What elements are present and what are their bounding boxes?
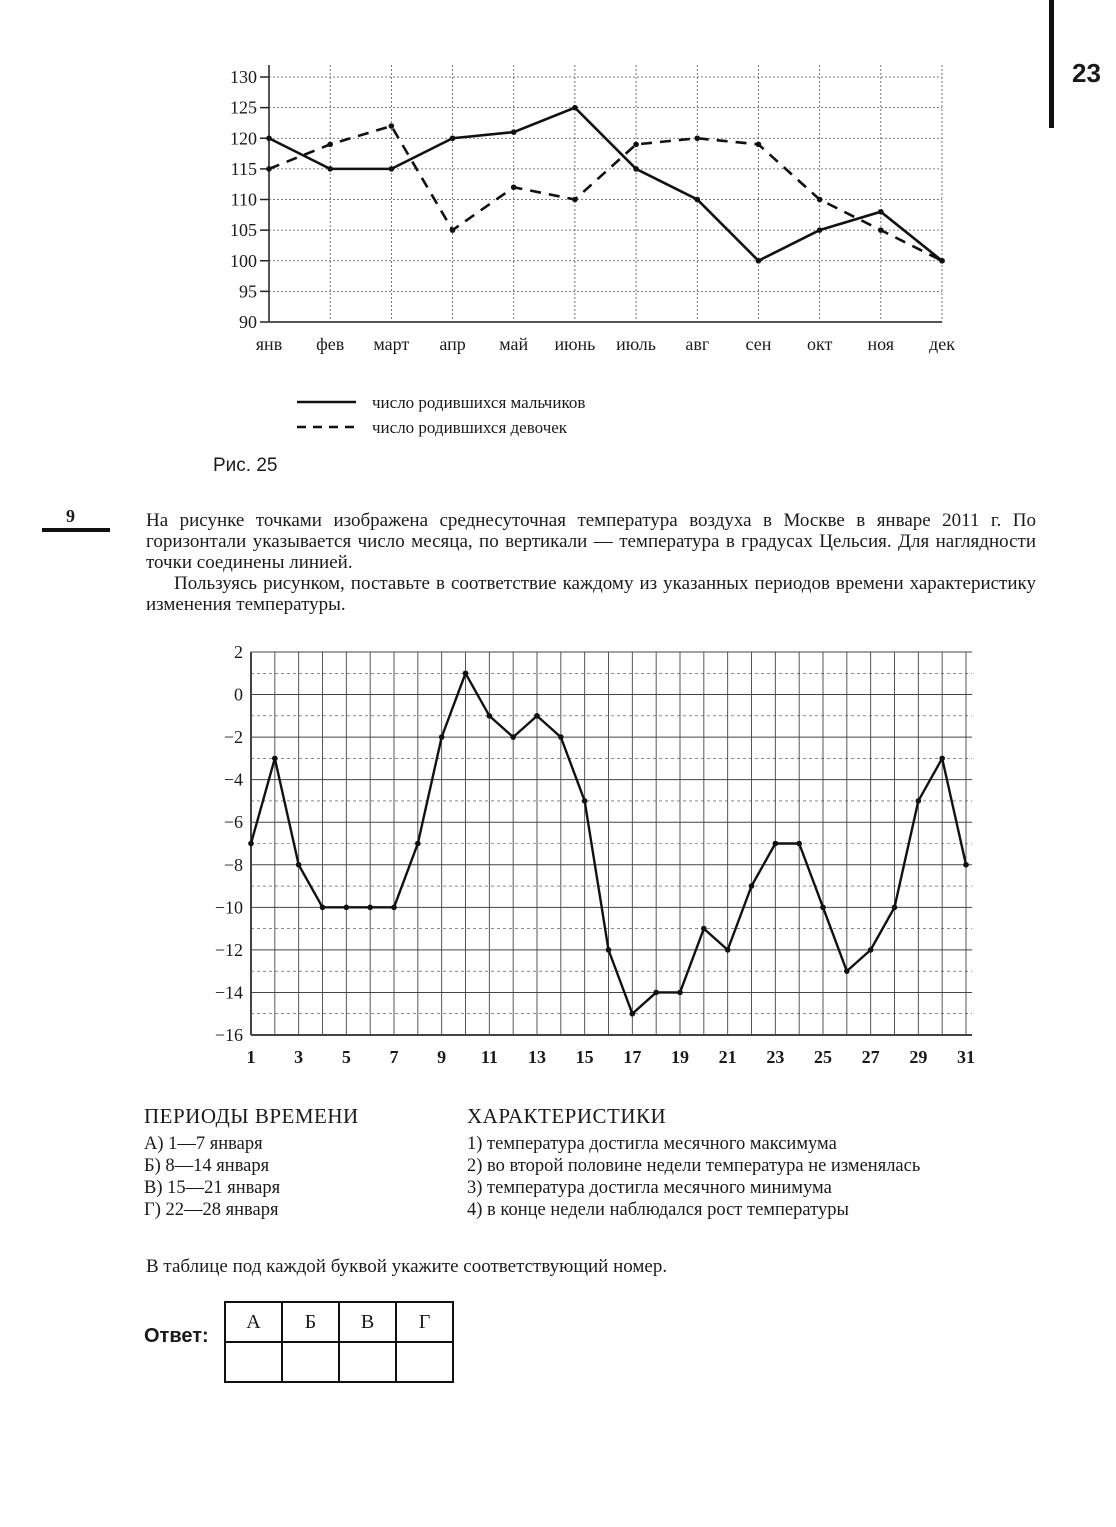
data-point-girls [694,135,700,141]
y-tick-label: 105 [230,220,257,241]
legend-boys-label: число родившихся мальчиков [372,393,586,412]
births-chart-x-axis [256,334,955,354]
temperature-point [415,841,421,847]
x-tick-label: 31 [957,1047,975,1067]
data-point-boys [389,166,395,172]
x-tick-label: 11 [480,1047,498,1067]
legend-girls-label: число родившихся девочек [372,418,568,437]
period-item: Б) 8—14 января [144,1156,270,1176]
answer-header-g: Г [396,1302,453,1342]
data-point-girls [633,142,639,148]
x-tick-label: дек [929,334,955,354]
task-number-rule [42,528,110,532]
data-point-boys [511,129,517,135]
series-line-girls [269,126,942,261]
temperature-point [653,990,659,996]
answer-header-a: А [225,1302,282,1342]
answer-header-b: Б [282,1302,339,1342]
x-tick-label: 5 [341,1047,351,1067]
characteristic-item: 1) температура достигла месячного максимума [467,1134,837,1154]
x-tick-label: март [373,334,410,354]
characteristics-column [467,1104,1035,1221]
data-point-girls [756,142,762,148]
data-point-girls [327,142,333,148]
births-chart [0,0,1116,450]
y-tick-label: 95 [239,281,257,302]
y-tick-label: −8 [223,854,243,875]
period-item: В) 15—21 января [144,1178,281,1198]
temperature-point [963,862,969,868]
y-tick-label: 2 [234,642,243,662]
temperature-point [296,862,302,868]
data-point-boys [817,227,823,233]
temperature-point [725,947,731,953]
data-point-boys [694,197,700,203]
temperature-point [272,756,278,762]
x-tick-label: 7 [389,1047,399,1067]
y-tick-label: −4 [223,769,243,790]
y-tick-label: 90 [239,312,257,332]
temperature-point [320,905,326,911]
births-chart-grid [269,65,942,322]
answer-header-v: В [339,1302,396,1342]
answer-cell-a[interactable] [225,1342,282,1382]
x-tick-label: 17 [623,1047,642,1067]
births-chart-legend [297,393,585,437]
y-tick-label: 120 [230,128,257,149]
answer-cell-v[interactable] [339,1342,396,1382]
periods-header: ПЕРИОДЫ ВРЕМЕНИ [144,1104,359,1128]
answer-cell-b[interactable] [282,1342,339,1382]
temperature-point [773,841,779,847]
x-tick-label: апр [439,334,466,354]
task-statement [146,510,1036,615]
data-point-girls [878,227,884,233]
temperature-point [487,713,493,719]
answer-cell-g[interactable] [396,1342,453,1382]
x-tick-label: окт [806,334,833,354]
y-tick-label: 110 [230,189,257,210]
data-point-girls [511,184,517,190]
births-chart-y-axis [230,67,269,332]
data-point-girls [572,197,578,203]
temperature-point [796,841,802,847]
page-number: 23 [1072,58,1101,88]
temperature-point [439,734,445,740]
temperature-point [892,905,898,911]
temperature-point [820,905,826,911]
temperature-point [534,713,540,719]
temperature-point [844,968,850,974]
y-tick-label: −16 [214,1025,243,1045]
y-tick-label: 130 [230,67,257,87]
x-tick-label: авг [685,334,710,354]
x-tick-label: 23 [766,1047,785,1067]
task-paragraph-2: Пользуясь рисунком, поставьте в соответствие каждому из указанных периодов времени характеристику изменения температуры. [146,573,1036,615]
x-tick-label: 27 [861,1047,880,1067]
temperature-point [939,756,945,762]
temperature-point [558,734,564,740]
period-item: Г) 22—28 января [144,1200,279,1220]
data-point-boys [450,135,456,141]
x-tick-label: май [499,334,529,354]
y-tick-label: 115 [230,158,257,179]
y-tick-label: −6 [223,812,243,833]
y-tick-label: 0 [234,684,243,705]
y-tick-label: −12 [214,939,243,960]
temperature-point [868,947,874,953]
answer-label: Ответ: [144,1325,209,1347]
characteristic-item: 4) в конце недели наблюдался рост температуры [467,1200,849,1220]
x-tick-label: июль [616,334,657,354]
answer-table [224,1301,454,1383]
task-paragraph-1: На рисунке точками изображена среднесуточная температура воздуха в Москве в январе 2011 г. По горизонтали указывается число месяца, по вертикали — температура в градусах Цельсия. Для наглядности точки соединены линией. [146,510,1036,573]
data-point-girls [389,123,395,129]
data-point-girls [939,258,945,264]
y-tick-label: −10 [214,897,243,918]
characteristic-item: 2) во второй половине недели температура не изменялась [467,1156,921,1176]
temperature-point [630,1011,636,1017]
data-point-boys [756,258,762,264]
x-tick-label: 1 [246,1047,256,1067]
y-tick-label: −2 [223,727,243,748]
characteristics-header: ХАРАКТЕРИСТИКИ [467,1104,667,1128]
x-tick-label: 15 [575,1047,594,1067]
temperature-chart-grid [251,652,972,1035]
x-tick-label: ноя [867,334,895,354]
task-number: 9 [66,506,75,526]
answer-instruction: В таблице под каждой буквой укажите соответствующий номер. [146,1256,668,1277]
temperature-point [248,841,254,847]
x-tick-label: 9 [437,1047,447,1067]
temperature-point [749,883,755,889]
data-point-boys [327,166,333,172]
temperature-point [606,947,612,953]
figure-caption: Рис. 25 [213,455,278,476]
temperature-point [582,798,588,804]
data-point-girls [450,227,456,233]
data-point-girls [817,197,823,203]
temperature-chart-x-axis [247,1047,976,1067]
births-chart-series [266,105,945,264]
x-tick-label: 13 [528,1047,546,1067]
data-point-girls [266,166,272,172]
x-tick-label: янв [255,334,283,354]
temperature-point [916,798,922,804]
periods-column [144,1104,359,1221]
x-tick-label: фев [316,334,345,354]
x-tick-label: 21 [718,1047,737,1067]
x-tick-label: сен [745,334,772,354]
temperature-chart [0,630,1116,1075]
series-line-boys [269,108,942,261]
x-tick-label: 29 [909,1047,928,1067]
temperature-point [701,926,707,932]
data-point-boys [633,166,639,172]
temperature-point [344,905,350,911]
x-tick-label: 19 [671,1047,689,1067]
x-tick-label: июнь [554,334,596,354]
temperature-point [367,905,373,911]
y-tick-label: 125 [230,97,257,118]
data-point-boys [878,209,884,215]
period-item: А) 1—7 января [144,1134,263,1154]
data-point-boys [266,135,272,141]
x-tick-label: 25 [814,1047,832,1067]
y-tick-label: −14 [214,982,243,1003]
temperature-point [391,905,397,911]
characteristic-item: 3) температура достигла месячного минимума [467,1178,832,1198]
x-tick-label: 3 [294,1047,304,1067]
temperature-point [463,670,469,676]
temperature-point [677,990,683,996]
temperature-point [510,734,516,740]
data-point-boys [572,105,578,111]
y-tick-label: 100 [230,250,257,271]
temperature-chart-y-axis [215,642,243,1045]
